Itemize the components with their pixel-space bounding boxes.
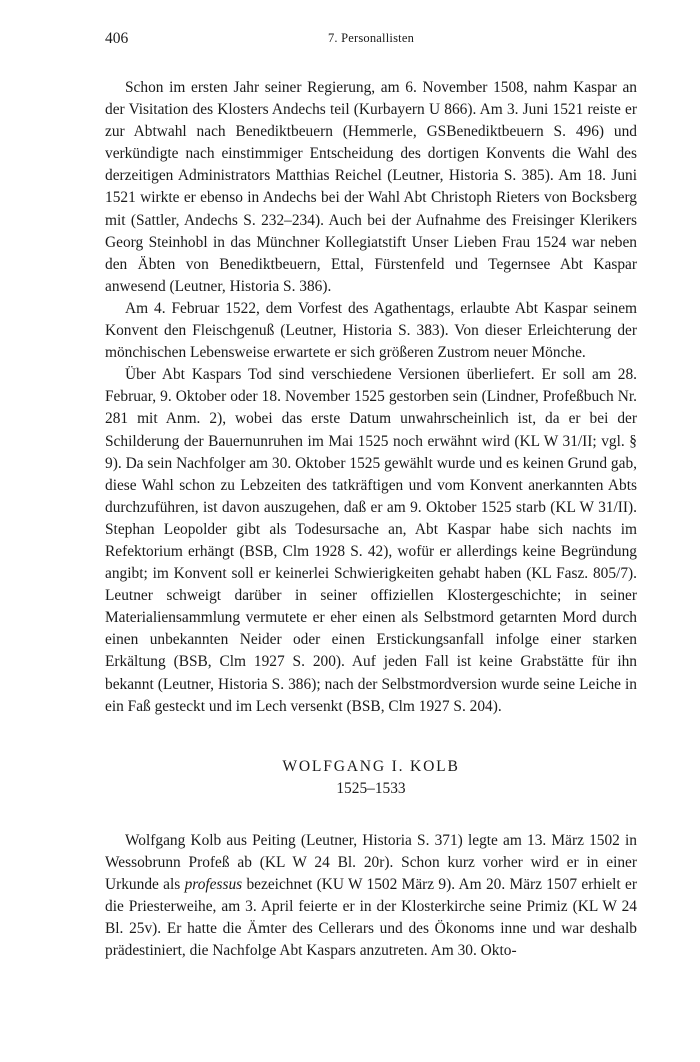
section-body xyxy=(105,830,637,963)
paragraph-fleischgenuss: Am 4. Februar 1522, dem Vorfest des Agathentags, erlaubte Abt Kaspar seinem Konvent den Fleischgenuß (Leutner, Historia S. 383). Von dieser Erleichterung der mönchischen Lebensweise erwartete er sich größeren Zustrom neuer Mönche. xyxy=(105,299,637,362)
page-number: 406 xyxy=(105,30,129,47)
paragraph-wolfgang-kolb xyxy=(105,830,637,963)
paragraph-tod: Über Abt Kaspars Tod sind verschiedene Versionen überliefert. Er soll am 28. Februar, 9. Oktober oder 18. November 1525 gestorben sein (Lindner, Profeßbuch Nr. 281 mit Anm. 2), wobei das erste Datum unwahrscheinlich ist, da er bei der Schilderung der Bauernunruhen im Mai 1525 noch erwähnt wird (KL W 31/II; vgl. § 9). Da sein Nachfolger am 30. Oktober 1525 gewählt wurde und es keinen Grund gab, diese Wahl schon zu Lebzeiten des tatkräftigen und vom Konvent anerkannten Abts durchzuführen, ist davon auszugehen, daß er am 9. Oktober 1525 starb (KL W 31/II). Stephan Leopolder gibt als Todesursache an, Abt Kaspar habe sich nachts im Refektorium erhängt (BSB, Clm 1928 S. 42), wofür er allerdings keine Begründung angibt; im Konvent soll er keinerlei Schwierigkeiten gehabt haben (KL Fasz. 805/7). Leutner schweigt darüber in seiner offiziellen Klostergeschichte; in seiner Materialiensammlung vermutete er eher einen als Selbstmord getarnten Mord durch einen unbekannten Neider oder einen Erstickungsanfall infolge einer starken Erkältung (BSB, Clm 1927 S. 200). Auf jeden Fall ist keine Grabstätte für ihn bekannt (Leutner, Historia S. 386); nach der Selbstmordversion wurde seine Leiche in ein Faß gesteckt und im Lech versenkt (BSB, Clm 1927 S. 204). xyxy=(105,366,637,715)
running-head xyxy=(105,30,637,54)
paragraph-text-start: Wolfgang Kolb aus Peiting (Leutner, Historia S. 371) legte am 13. März 1502 in Wessobrunn Profeß ab (KL W 24 Bl. 20r). Schon kurz vorher wird er in einer Urkunde als xyxy=(105,831,637,893)
paragraph-visitation: Schon im ersten Jahr seiner Regierung, am 6. November 1508, nahm Kaspar an der Visitation des Klosters Andechs teil (Kurbayern U 866). Am 3. Juni 1521 reiste er zur Abtwahl nach Benediktbeuern (Hemmerle, GSBenediktbeuern S. 496) und verkündigte nach einstimmiger Entscheidung des dortigen Konvents die Wahl des derzeitigen Administrators Matthias Reichel (Leutner, Historia S. 385). Am 18. Juni 1521 wirkte er ebenso in Andechs bei der Wahl Abt Christoph Rieters von Bocksberg mit (Sattler, Andechs S. 232–234). Auch bei der Aufnahme des Freisinger Klerikers Georg Steinhobl in das Münchner Kollegiatstift Unser Lieben Frau 1524 war neben den Äbten von Benediktbeuern, Ettal, Fürstenfeld und Tegernsee Abt Kaspar anwesend (Leutner, Historia S. 386). xyxy=(105,79,637,295)
paragraph-text-end: bezeichnet (KU W 1502 März 9). Am 20. März 1507 erhielt er die Priesterweihe, am 3. April feierte er in der Klosterkirche seine Primiz (KL W 24 Bl. 25v). Er hatte die Ämter des Cellerars und des Ökonoms inne und war deshalb prädestiniert, die Nachfolge Abt Kaspars anzutreten. Am 30. Okto- xyxy=(105,875,637,960)
running-title: 7. Personallisten xyxy=(327,31,415,45)
book-page xyxy=(105,30,637,962)
section-heading xyxy=(105,756,637,800)
section-dates: 1525–1533 xyxy=(336,779,406,797)
section-title: WOLFGANG I. KOLB xyxy=(282,757,460,775)
italic-term: professus xyxy=(184,875,243,893)
body-text xyxy=(105,77,637,718)
